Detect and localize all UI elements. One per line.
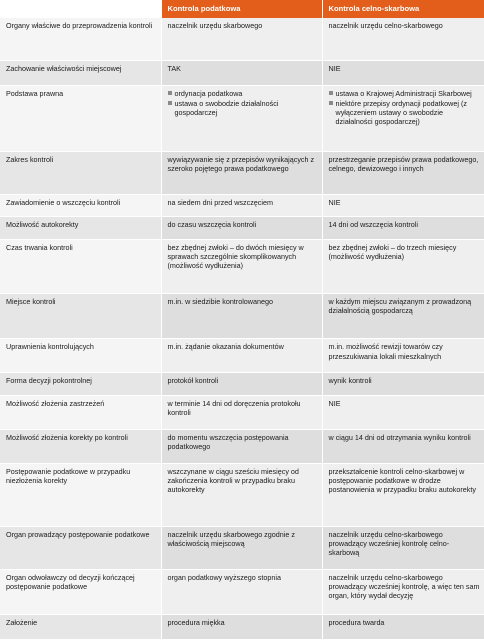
square-bullet-icon	[329, 101, 333, 105]
row-label: Możliwość złożenia zastrzeżeń	[0, 395, 161, 429]
tax-cell: TAK	[161, 61, 322, 86]
square-bullet-icon	[168, 91, 172, 95]
tax-cell: m.in. żądanie okazania dokumentów	[161, 339, 322, 373]
customs-cell: NIE	[322, 61, 484, 86]
customs-cell	[322, 86, 484, 152]
row-label: Zachowanie właściwości miejscowej	[0, 61, 161, 86]
tax-cell: wywiązywanie się z przepisów wynikających z szeroko pojętego prawa podatkowego	[161, 151, 322, 194]
square-bullet-icon	[168, 101, 172, 105]
customs-cell: naczelnik urzędu celno-skarbowego prowadzący wcześniej kontrolę celno-skarbową	[322, 526, 484, 569]
tax-cell: do czasu wszczęcia kontroli	[161, 217, 322, 240]
row-label: Organy właściwe do przeprowadzenia kontroli	[0, 18, 161, 61]
table-row	[0, 463, 484, 526]
tax-cell: naczelnik urzędu skarbowego	[161, 18, 322, 61]
list-item	[168, 99, 318, 117]
list-item-text: ordynacja podatkowa	[174, 89, 243, 99]
list-item	[168, 89, 318, 98]
row-label: Podstawa prawna	[0, 86, 161, 152]
customs-cell: procedura twarda	[322, 615, 484, 640]
tax-cell: do momentu wszczęcia postępowania podatkowego	[161, 429, 322, 463]
table-header-row	[0, 0, 484, 18]
header-tax-control: Kontrola podatkowa	[161, 0, 322, 18]
header-empty-cell	[0, 0, 161, 18]
tax-cell: bez zbędnej zwłoki – do dwóch miesięcy w sprawach szczególnie skomplikowanych (możliwość wydłużenia)	[161, 239, 322, 293]
customs-cell: NIE	[322, 395, 484, 429]
list-item	[329, 89, 480, 98]
row-label: Organ odwoławczy od decyzji kończącej postępowanie podatkowe	[0, 569, 161, 614]
customs-cell: przekształcenie kontroli celno-skarbowej w postępowanie podatkowe w drodze postanowienia w przypadku braku autokorekty	[322, 463, 484, 526]
row-label: Zakres kontroli	[0, 151, 161, 194]
table-row	[0, 151, 484, 194]
table-row	[0, 569, 484, 614]
tax-cell: na siedem dni przed wszczęciem	[161, 194, 322, 217]
header-customs-control: Kontrola celno-skarbowa	[322, 0, 484, 18]
tax-cell: organ podatkowy wyższego stopnia	[161, 569, 322, 614]
row-label: Forma decyzji pokontrolnej	[0, 373, 161, 396]
tax-cell: m.in. w siedzibie kontrolowanego	[161, 294, 322, 339]
customs-cell: przestrzeganie przepisów prawa podatkowego, celnego, dewizowego i innych	[322, 151, 484, 194]
row-label: Organ prowadzący postępowanie podatkowe	[0, 526, 161, 569]
list-item-text: ustawa o Krajowej Administracji Skarbowej	[335, 89, 472, 99]
row-label: Czas trwania kontroli	[0, 239, 161, 293]
row-label: Możliwość autokorekty	[0, 217, 161, 240]
row-label: Zawiadomienie o wszczęciu kontroli	[0, 194, 161, 217]
customs-cell: NIE	[322, 194, 484, 217]
tax-cell: protokół kontroli	[161, 373, 322, 396]
customs-cell: w każdym miejscu związanym z prowadzoną działalnością gospodarczą	[322, 294, 484, 339]
list-item-text: ustawa o swobodzie działalności gospodarczej	[174, 98, 279, 117]
table-row	[0, 86, 484, 152]
customs-cell: naczelnik urzędu celno-skarbowego prowadzący wcześniej kontrolę, a więc ten sam organ, który wydał decyzję	[322, 569, 484, 614]
table-row	[0, 339, 484, 373]
table-row	[0, 239, 484, 293]
table-row	[0, 294, 484, 339]
list-item	[329, 99, 480, 127]
customs-cell: bez zbędnej zwłoki – do trzech miesięcy (możliwość wydłużenia)	[322, 239, 484, 293]
tax-cell: w terminie 14 dni od doręczenia protokołu kontroli	[161, 395, 322, 429]
table-row	[0, 429, 484, 463]
row-label: Uprawnienia kontrolujących	[0, 339, 161, 373]
customs-cell: 14 dni od wszczęcia kontroli	[322, 217, 484, 240]
customs-cell: m.in. możliwość rewizji towarów czy przeszukiwania lokali mieszkalnych	[322, 339, 484, 373]
table-row	[0, 61, 484, 86]
list-item-text: niektóre przepisy ordynacji podatkowej (z wyłączeniem ustawy o swobodzie działalności gospodarczej)	[335, 98, 467, 126]
row-label: Postępowanie podatkowe w przypadku niezłożenia korekty	[0, 463, 161, 526]
row-label: Założenie	[0, 615, 161, 640]
table-row	[0, 194, 484, 217]
table-row	[0, 395, 484, 429]
tax-cell	[161, 86, 322, 152]
square-bullet-icon	[329, 91, 333, 95]
tax-cell: wszczynane w ciągu sześciu miesięcy od zakończenia kontroli w przypadku braku autokorekty	[161, 463, 322, 526]
customs-cell: wynik kontroli	[322, 373, 484, 396]
tax-cell: naczelnik urzędu skarbowego zgodnie z właściwością miejscową	[161, 526, 322, 569]
customs-cell: naczelnik urzędu celno-skarbowego	[322, 18, 484, 61]
table-row	[0, 217, 484, 240]
table-row	[0, 526, 484, 569]
table-row	[0, 18, 484, 61]
row-label: Miejsce kontroli	[0, 294, 161, 339]
tax-cell: procedura miękka	[161, 615, 322, 640]
row-label: Możliwość złożenia korekty po kontroli	[0, 429, 161, 463]
table-row	[0, 615, 484, 640]
customs-legal-basis-list	[329, 89, 480, 126]
tax-legal-basis-list	[168, 89, 318, 117]
table-row	[0, 373, 484, 396]
customs-cell: w ciągu 14 dni od otrzymania wyniku kontroli	[322, 429, 484, 463]
